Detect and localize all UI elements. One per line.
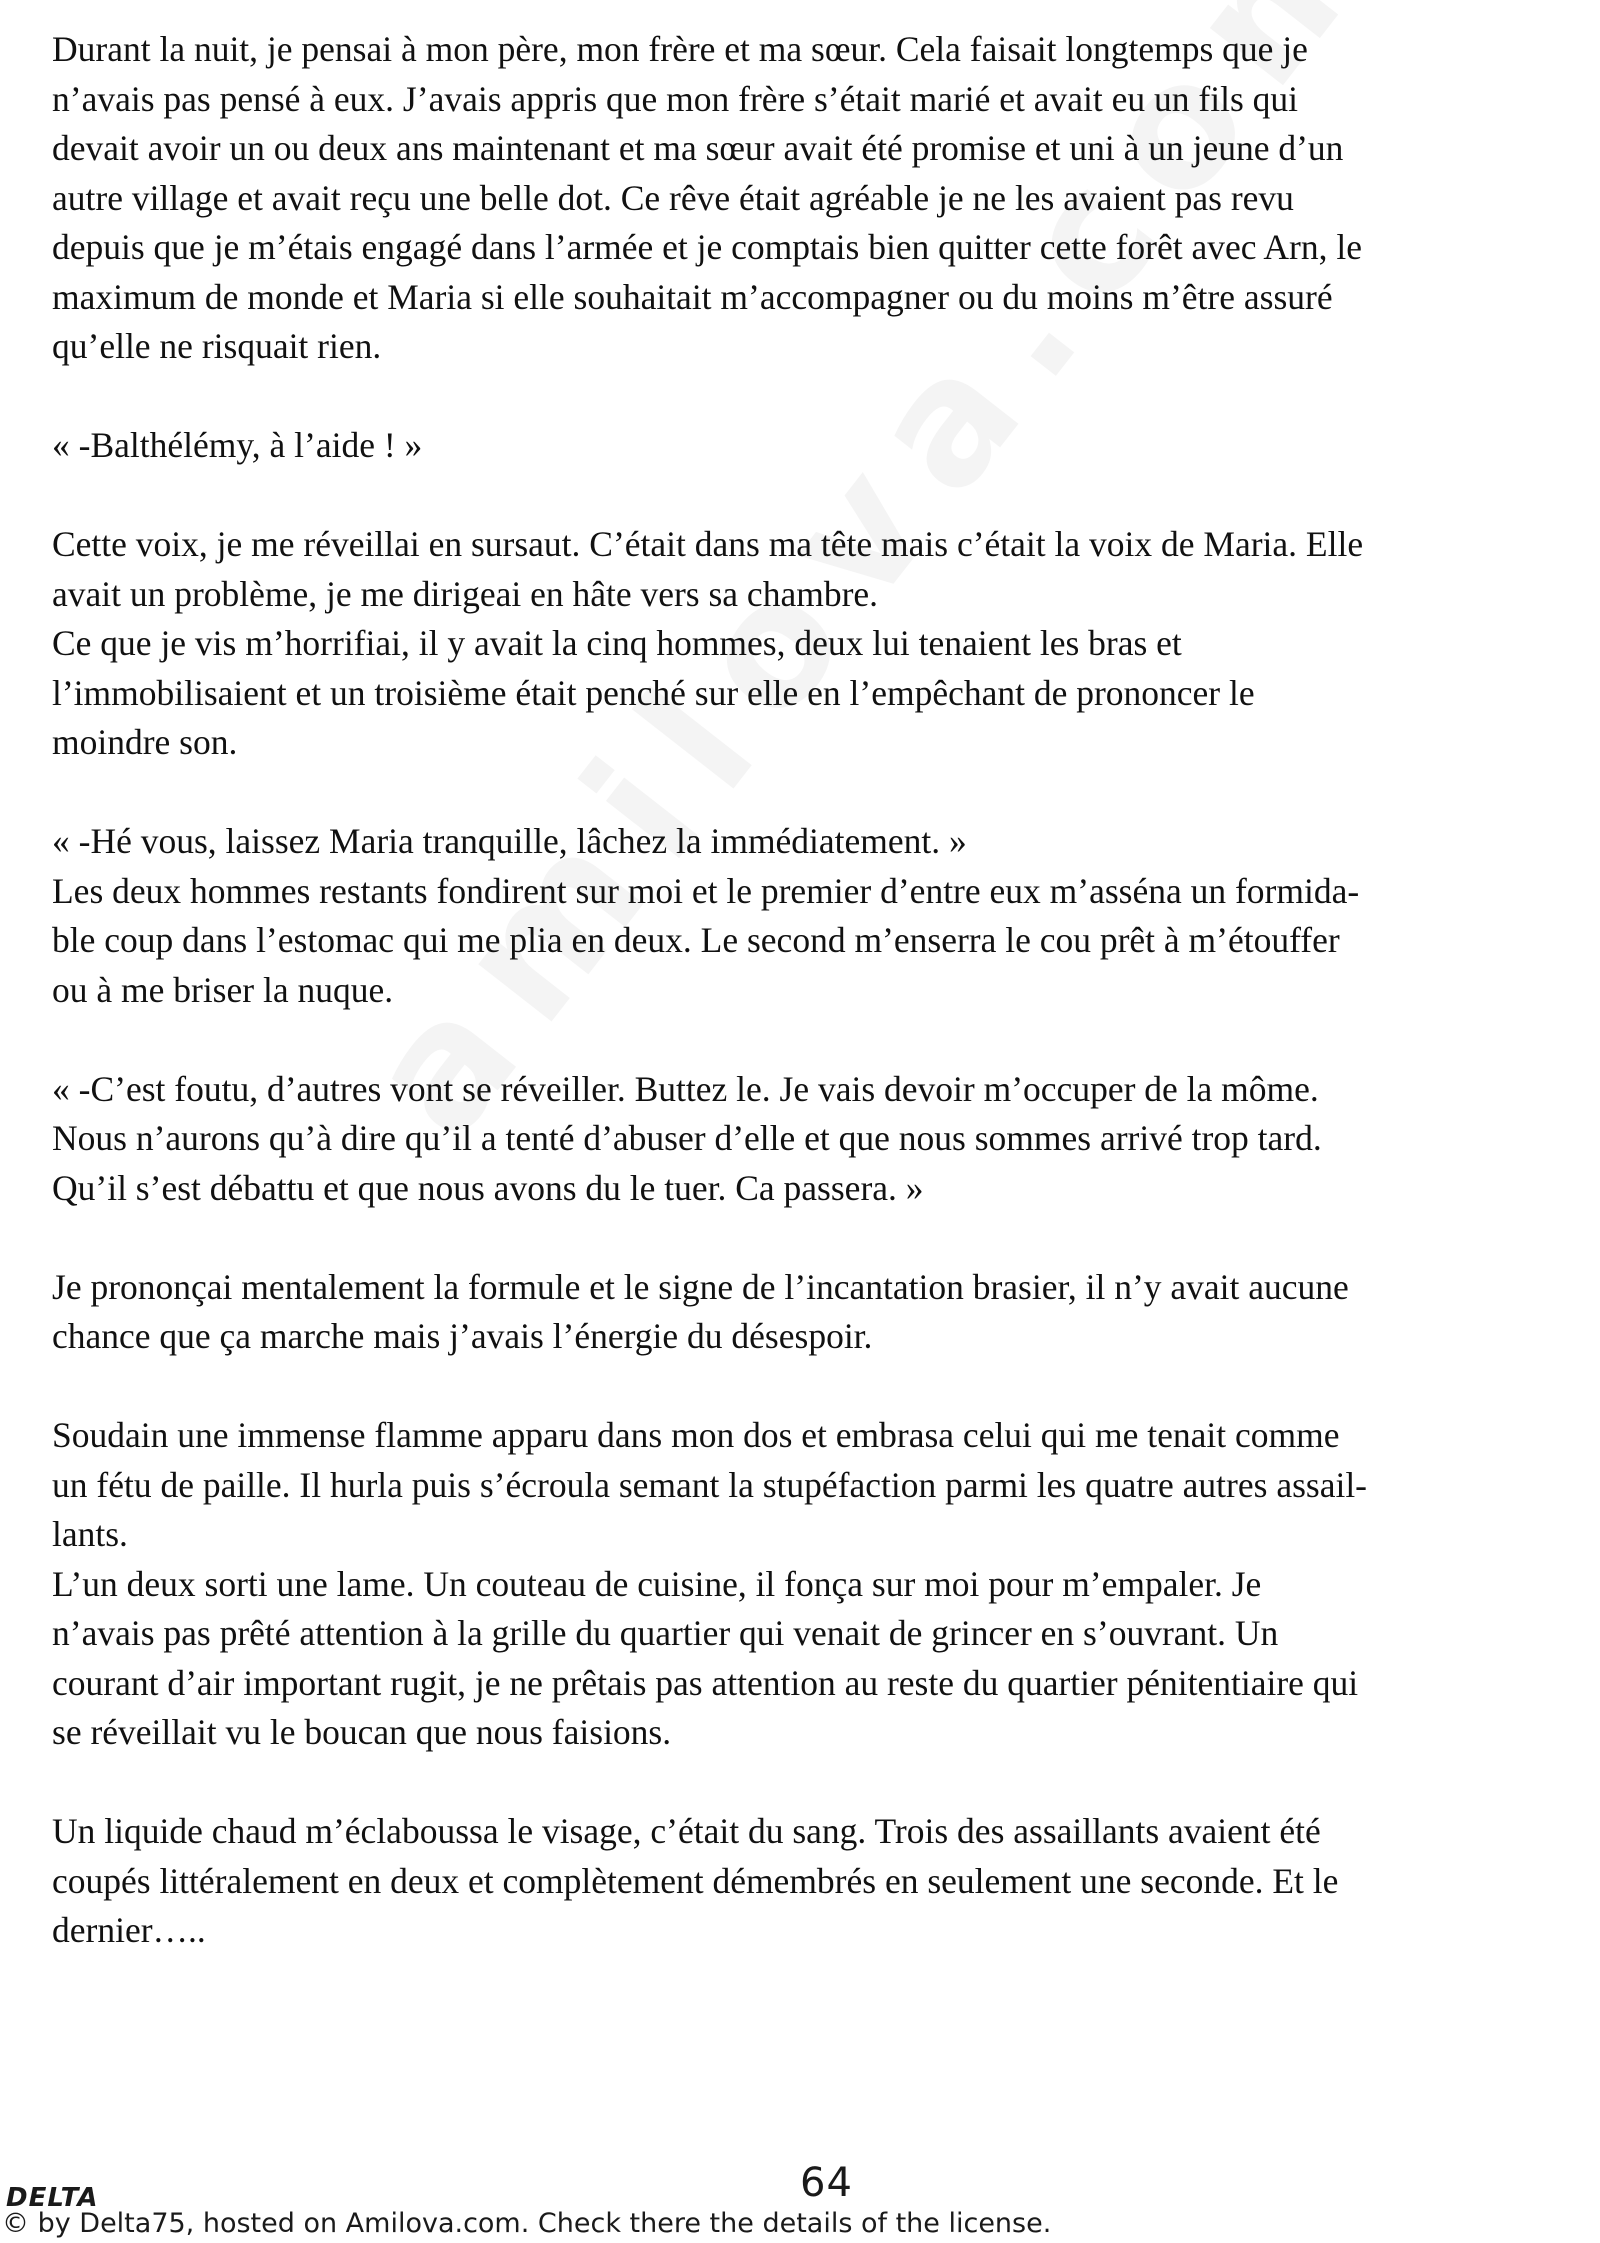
license-notice: © by Delta75, hosted on Amilova.com. Check there the details of the license. — [2, 2208, 1052, 2239]
paragraph: Soudain une immense flamme apparu dans mon dos et embrasa celui qui me tenait comme un fétu de paille. Il hurla puis s’écroula semant la stupéfaction parmi les quatre autres assail- lants. L’un deux sorti une lame. Un couteau de cuisine, il fonça sur moi pour m’empaler. Je n’avais pas prêté attention à la grille du quartier qui venait de grincer en s’ouvrant. Un courant d’air important rugit, je ne prêtais pas attention au reste du quartier pénitentiaire qui se réveillait vu le boucan que nous faisions. — [52, 1415, 1368, 1752]
delta-logo: DELTA — [6, 2183, 99, 2213]
paragraph: Je prononçai mentalement la formule et le signe de l’incantation brasier, il n’y avait aucune chance que ça marche mais j’avais l’énergie du désespoir. — [52, 1266, 1349, 1356]
paragraph: Durant la nuit, je pensai à mon père, mon frère et ma sœur. Cela faisait longtemps que je n’avais pas pensé à eux. J’avais appris que mon frère s’était marié et avait eu un fils qui devait avoir un ou deux ans maintenant et ma sœur avait été promise et uni à un jeune d’un autre village et avait reçu une belle dot. Ce rêve était agréable je ne les avaient pas revu depuis que je m’étais engagé dans l’armée et je comptais bien quitter cette forêt avec Arn, le maximum de monde et Maria si elle souhaitait m’accompagner ou du moins m’être assuré qu’elle ne risquait rien. — [52, 29, 1362, 366]
page-number: 64 — [800, 2160, 853, 2206]
paragraph: « -C’est foutu, d’autres vont se réveiller. Buttez le. Je vais devoir m’occuper de la môme. Nous n’aurons qu’à dire qu’il a tenté d’abuser d’elle et que nous sommes arrivé trop tard. Qu’il s’est débattu et que nous avons du le tuer. Ca passera. » — [52, 1068, 1322, 1208]
paragraph: « -Balthélémy, à l’aide ! » — [52, 425, 423, 465]
paragraph: Cette voix, je me réveillai en sursaut. C’était dans ma tête mais c’était la voix de Maria. Elle avait un problème, je me dirigeai en hâte vers sa chambre. Ce que je vis m’horrifiai, il y avait la cinq hommes, deux lui tenaient les bras et l’immobilisaient et un troisième était penché sur elle en l’empêchant de prononcer le moindre son. — [52, 524, 1364, 762]
paragraph: « -Hé vous, laissez Maria tranquille, lâchez la immédiatement. » Les deux hommes restants fondirent sur moi et le premier d’entre eux m’asséna un formida- ble coup dans l’estomac qui me plia en deux. Le second m’enserra le cou prêt à m’étouffer ou à me briser la nuque. — [52, 821, 1360, 1010]
story-text — [52, 25, 1572, 1956]
paragraph: Un liquide chaud m’éclaboussa le visage, c’était du sang. Trois des assaillants avaient été coupés littéralement en deux et complètement démembrés en seulement une seconde. Et le dernier….. — [52, 1811, 1339, 1950]
